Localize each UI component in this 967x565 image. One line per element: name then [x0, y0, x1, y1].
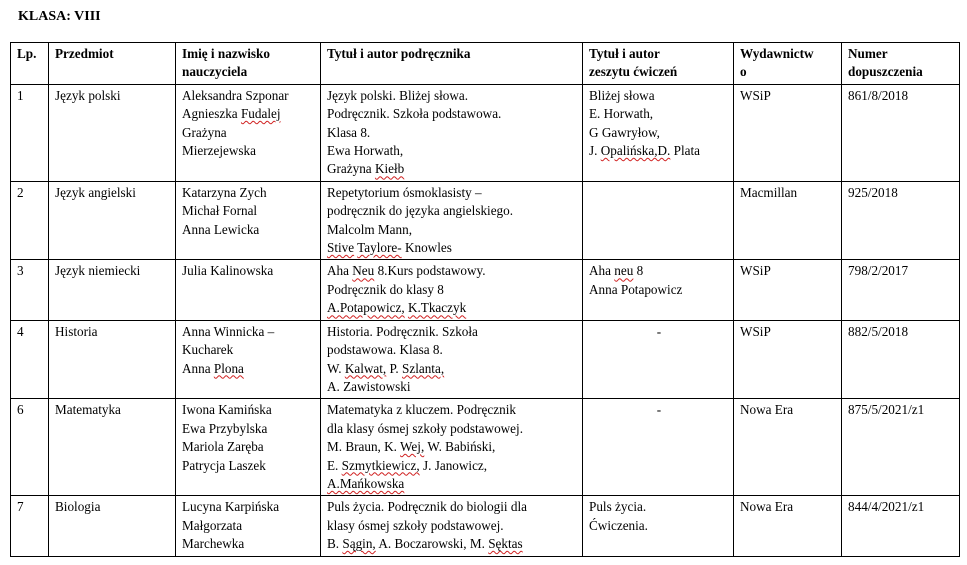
cell-teacher-line: Aleksandra Szponar	[182, 87, 289, 103]
cell-subject-value: Język niemiecki	[55, 263, 141, 279]
cell-textbook-line: W. Kalwat, P. Szlanta,	[327, 360, 445, 376]
cell-textbook-line: podstawowa. Klasa 8.	[327, 342, 443, 358]
spellcheck-flagged-word: Szmytkiewicz,	[341, 457, 420, 473]
spellcheck-flagged-word: neu	[614, 263, 634, 279]
cell-textbook-line: Matematyka z kluczem. Podręcznik	[327, 402, 516, 418]
cell-subject-value: Historia	[55, 323, 98, 339]
cell-exercise-line: G Gawryłow,	[589, 124, 660, 140]
cell-textbook-line: B. Sągin, A. Boczarowski, M. Sęktas	[327, 536, 523, 552]
cell-textbook-line: Podręcznik do klasy 8	[327, 281, 444, 297]
cell-teacher	[176, 260, 321, 320]
cell-exercise-line: Puls życia.	[589, 499, 647, 515]
cell-lp	[11, 181, 49, 260]
spellcheck-flagged-word: K.Tkaczyk	[407, 300, 467, 316]
cell-exercise-line: -	[656, 323, 662, 339]
cell-teacher-line: Patrycja Laszek	[182, 457, 266, 473]
cell-number	[842, 399, 960, 496]
spellcheck-flagged-word: Sągin,	[342, 536, 376, 552]
cell-publisher-value: WSiP	[740, 87, 771, 103]
cell-number	[842, 84, 960, 181]
cell-textbook	[321, 399, 583, 496]
cell-exercise-line: J. Opalińska,D. Plata	[589, 143, 700, 159]
cell-number-value: 882/5/2018	[848, 323, 909, 339]
cell-publisher	[734, 260, 842, 320]
cell-textbook-line: Stive Taylore- Knowles	[327, 240, 452, 256]
cell-textbook-line: dla klasy ósmej szkoły podstawowej.	[327, 420, 523, 436]
header-publisher	[734, 43, 842, 85]
header-publisher-line: Wydawnictw	[740, 46, 814, 61]
cell-teacher	[176, 320, 321, 399]
cell-textbook-line: Aha Neu 8.Kurs podstawowy.	[327, 263, 486, 279]
cell-exercise-line: Bliżej słowa	[589, 87, 655, 103]
header-subject-label: Przedmiot	[55, 46, 114, 61]
cell-lp	[11, 399, 49, 496]
cell-number-value: 925/2018	[848, 184, 898, 200]
spellcheck-flagged-word: Plona	[213, 360, 244, 376]
page-title: KLASA: VIII	[18, 9, 101, 24]
header-publisher-line: o	[740, 64, 747, 80]
cell-textbook-line: Ewa Horwath,	[327, 143, 404, 159]
cell-exercise	[583, 181, 734, 260]
cell-textbook-line: A. Zawistowski	[327, 378, 411, 394]
header-teacher	[176, 43, 321, 85]
spellcheck-flagged-word: Szlanta,	[402, 360, 445, 376]
table-row	[11, 84, 960, 181]
spellcheck-flagged-word: A.Potapowicz,	[327, 300, 405, 316]
cell-textbook-line: Malcolm Mann,	[327, 221, 412, 237]
cell-subject-value: Język polski	[55, 87, 121, 103]
cell-subject	[49, 399, 176, 496]
cell-textbook-line: E. Szmytkiewicz, J. Janowicz,	[327, 457, 488, 473]
cell-exercise	[583, 496, 734, 556]
cell-publisher	[734, 496, 842, 556]
cell-teacher-line: Mariola Zaręba	[182, 439, 264, 455]
cell-publisher	[734, 84, 842, 181]
cell-teacher-line: Julia Kalinowska	[182, 263, 274, 279]
cell-exercise-line: -	[656, 402, 662, 418]
cell-number	[842, 496, 960, 556]
header-textbook-label: Tytuł i autor podręcznika	[327, 46, 471, 61]
spellcheck-flagged-word: Stive	[327, 240, 355, 256]
cell-textbook-line: Puls życia. Podręcznik do biologii dla	[327, 499, 528, 515]
cell-teacher-line: Michał Fornal	[182, 203, 258, 219]
cell-exercise-line: Ćwiczenia.	[589, 517, 648, 533]
header-teacher-line: nauczyciela	[182, 64, 248, 80]
header-lp-label: Lp.	[17, 46, 37, 61]
cell-textbook-line: Repetytorium ósmoklasisty –	[327, 184, 482, 200]
cell-publisher	[734, 399, 842, 496]
cell-lp	[11, 260, 49, 320]
cell-subject-value: Biologia	[55, 499, 101, 515]
cell-textbook	[321, 181, 583, 260]
table-row	[11, 320, 960, 399]
cell-number	[842, 260, 960, 320]
cell-teacher-line: Marchewka	[182, 536, 245, 552]
cell-teacher-line: Lucyna Karpińska	[182, 499, 280, 515]
cell-number-value: 844/4/2021/z1	[848, 499, 925, 515]
cell-teacher-line: Agnieszka Fudalej	[182, 106, 281, 122]
header-number	[842, 43, 960, 85]
cell-exercise	[583, 320, 734, 399]
table-row	[11, 496, 960, 556]
cell-publisher-value: Macmillan	[740, 184, 798, 200]
cell-teacher	[176, 496, 321, 556]
header-textbook	[321, 43, 583, 85]
cell-teacher-line: Małgorzata	[182, 517, 243, 533]
cell-textbook-line	[327, 299, 578, 317]
spellcheck-flagged-word: A.Mańkowska	[327, 475, 405, 491]
cell-textbook	[321, 260, 583, 320]
cell-subject	[49, 320, 176, 399]
cell-subject-value: Matematyka	[55, 402, 121, 418]
cell-teacher-line: Anna Lewicka	[182, 221, 260, 237]
cell-textbook-line: Klasa 8.	[327, 124, 371, 140]
spellcheck-flagged-word: Wej,	[400, 439, 425, 455]
table-body	[11, 84, 960, 556]
cell-textbook-line: podręcznik do języka angielskiego.	[327, 203, 514, 219]
cell-lp	[11, 320, 49, 399]
cell-teacher-line: Grażyna	[182, 124, 227, 140]
textbook-table	[10, 42, 960, 557]
cell-teacher	[176, 84, 321, 181]
cell-lp-value: 2	[17, 184, 24, 200]
cell-teacher-line: Katarzyna Zych	[182, 184, 267, 200]
cell-publisher-value: Nowa Era	[740, 402, 794, 418]
header-teacher-line: Imię i nazwisko	[182, 46, 270, 61]
table-row	[11, 399, 960, 496]
cell-exercise	[583, 399, 734, 496]
cell-textbook-line: Historia. Podręcznik. Szkoła	[327, 323, 478, 339]
cell-textbook	[321, 320, 583, 399]
cell-exercise-line: Aha neu 8	[589, 263, 644, 279]
cell-textbook	[321, 496, 583, 556]
cell-lp-value: 1	[17, 87, 24, 103]
cell-lp	[11, 84, 49, 181]
cell-publisher	[734, 181, 842, 260]
header-number-line: dopuszczenia	[848, 64, 923, 80]
header-lp	[11, 43, 49, 85]
cell-subject	[49, 84, 176, 181]
cell-lp-value: 3	[17, 263, 24, 279]
cell-exercise-line: E. Horwath,	[589, 106, 654, 122]
cell-teacher-line: Ewa Przybylska	[182, 420, 268, 436]
header-exercise-line: zeszytu ćwiczeń	[589, 64, 678, 80]
cell-teacher-line: Kucharek	[182, 342, 234, 358]
cell-subject	[49, 181, 176, 260]
cell-subject	[49, 496, 176, 556]
cell-textbook	[321, 84, 583, 181]
table-header-row	[11, 43, 960, 85]
spellcheck-flagged-word: Taylore-	[357, 240, 402, 256]
header-exercise-line: Tytuł i autor	[589, 46, 660, 61]
spellcheck-flagged-word: Fudalej	[240, 106, 281, 122]
cell-number	[842, 320, 960, 399]
cell-number	[842, 181, 960, 260]
cell-textbook-line: M. Braun, K. Wej, W. Babiński,	[327, 439, 496, 455]
cell-teacher-line: Iwona Kamińska	[182, 402, 272, 418]
spellcheck-flagged-word: Kalwat,	[344, 360, 387, 376]
spellcheck-flagged-word: Opalińska,D.	[600, 143, 671, 159]
cell-number-value: 798/2/2017	[848, 263, 909, 279]
cell-exercise-line: Anna Potapowicz	[589, 281, 683, 297]
cell-teacher	[176, 181, 321, 260]
cell-lp-value: 7	[17, 499, 24, 515]
cell-number-value: 875/5/2021/z1	[848, 402, 925, 418]
header-subject	[49, 43, 176, 85]
cell-subject-value: Język angielski	[55, 184, 136, 200]
table-row	[11, 260, 960, 320]
cell-lp-value: 6	[17, 402, 24, 418]
cell-subject	[49, 260, 176, 320]
cell-teacher-line: Mierzejewska	[182, 143, 256, 159]
cell-teacher-line: Anna Winnicka –	[182, 323, 275, 339]
spellcheck-flagged-word: Sęktas	[488, 536, 523, 552]
spellcheck-flagged-word: Kiełb	[374, 161, 405, 177]
table-row	[11, 181, 960, 260]
cell-textbook-line	[327, 475, 578, 493]
cell-textbook-line: Grażyna Kiełb	[327, 161, 405, 177]
cell-publisher-value: WSiP	[740, 323, 771, 339]
cell-teacher	[176, 399, 321, 496]
cell-textbook-line: klasy ósmej szkoły podstawowej.	[327, 517, 504, 533]
header-number-line: Numer	[848, 46, 888, 61]
cell-exercise	[583, 260, 734, 320]
cell-teacher-line: Anna Plona	[182, 360, 244, 376]
spellcheck-flagged-word: Neu	[352, 263, 375, 279]
cell-publisher	[734, 320, 842, 399]
cell-publisher-value: WSiP	[740, 263, 771, 279]
cell-publisher-value: Nowa Era	[740, 499, 794, 515]
header-exercise	[583, 43, 734, 85]
cell-number-value: 861/8/2018	[848, 87, 909, 103]
cell-exercise	[583, 84, 734, 181]
cell-textbook-line: Podręcznik. Szkoła podstawowa.	[327, 106, 502, 122]
cell-textbook-line: Język polski. Bliżej słowa.	[327, 87, 469, 103]
cell-lp	[11, 496, 49, 556]
cell-lp-value: 4	[17, 323, 24, 339]
